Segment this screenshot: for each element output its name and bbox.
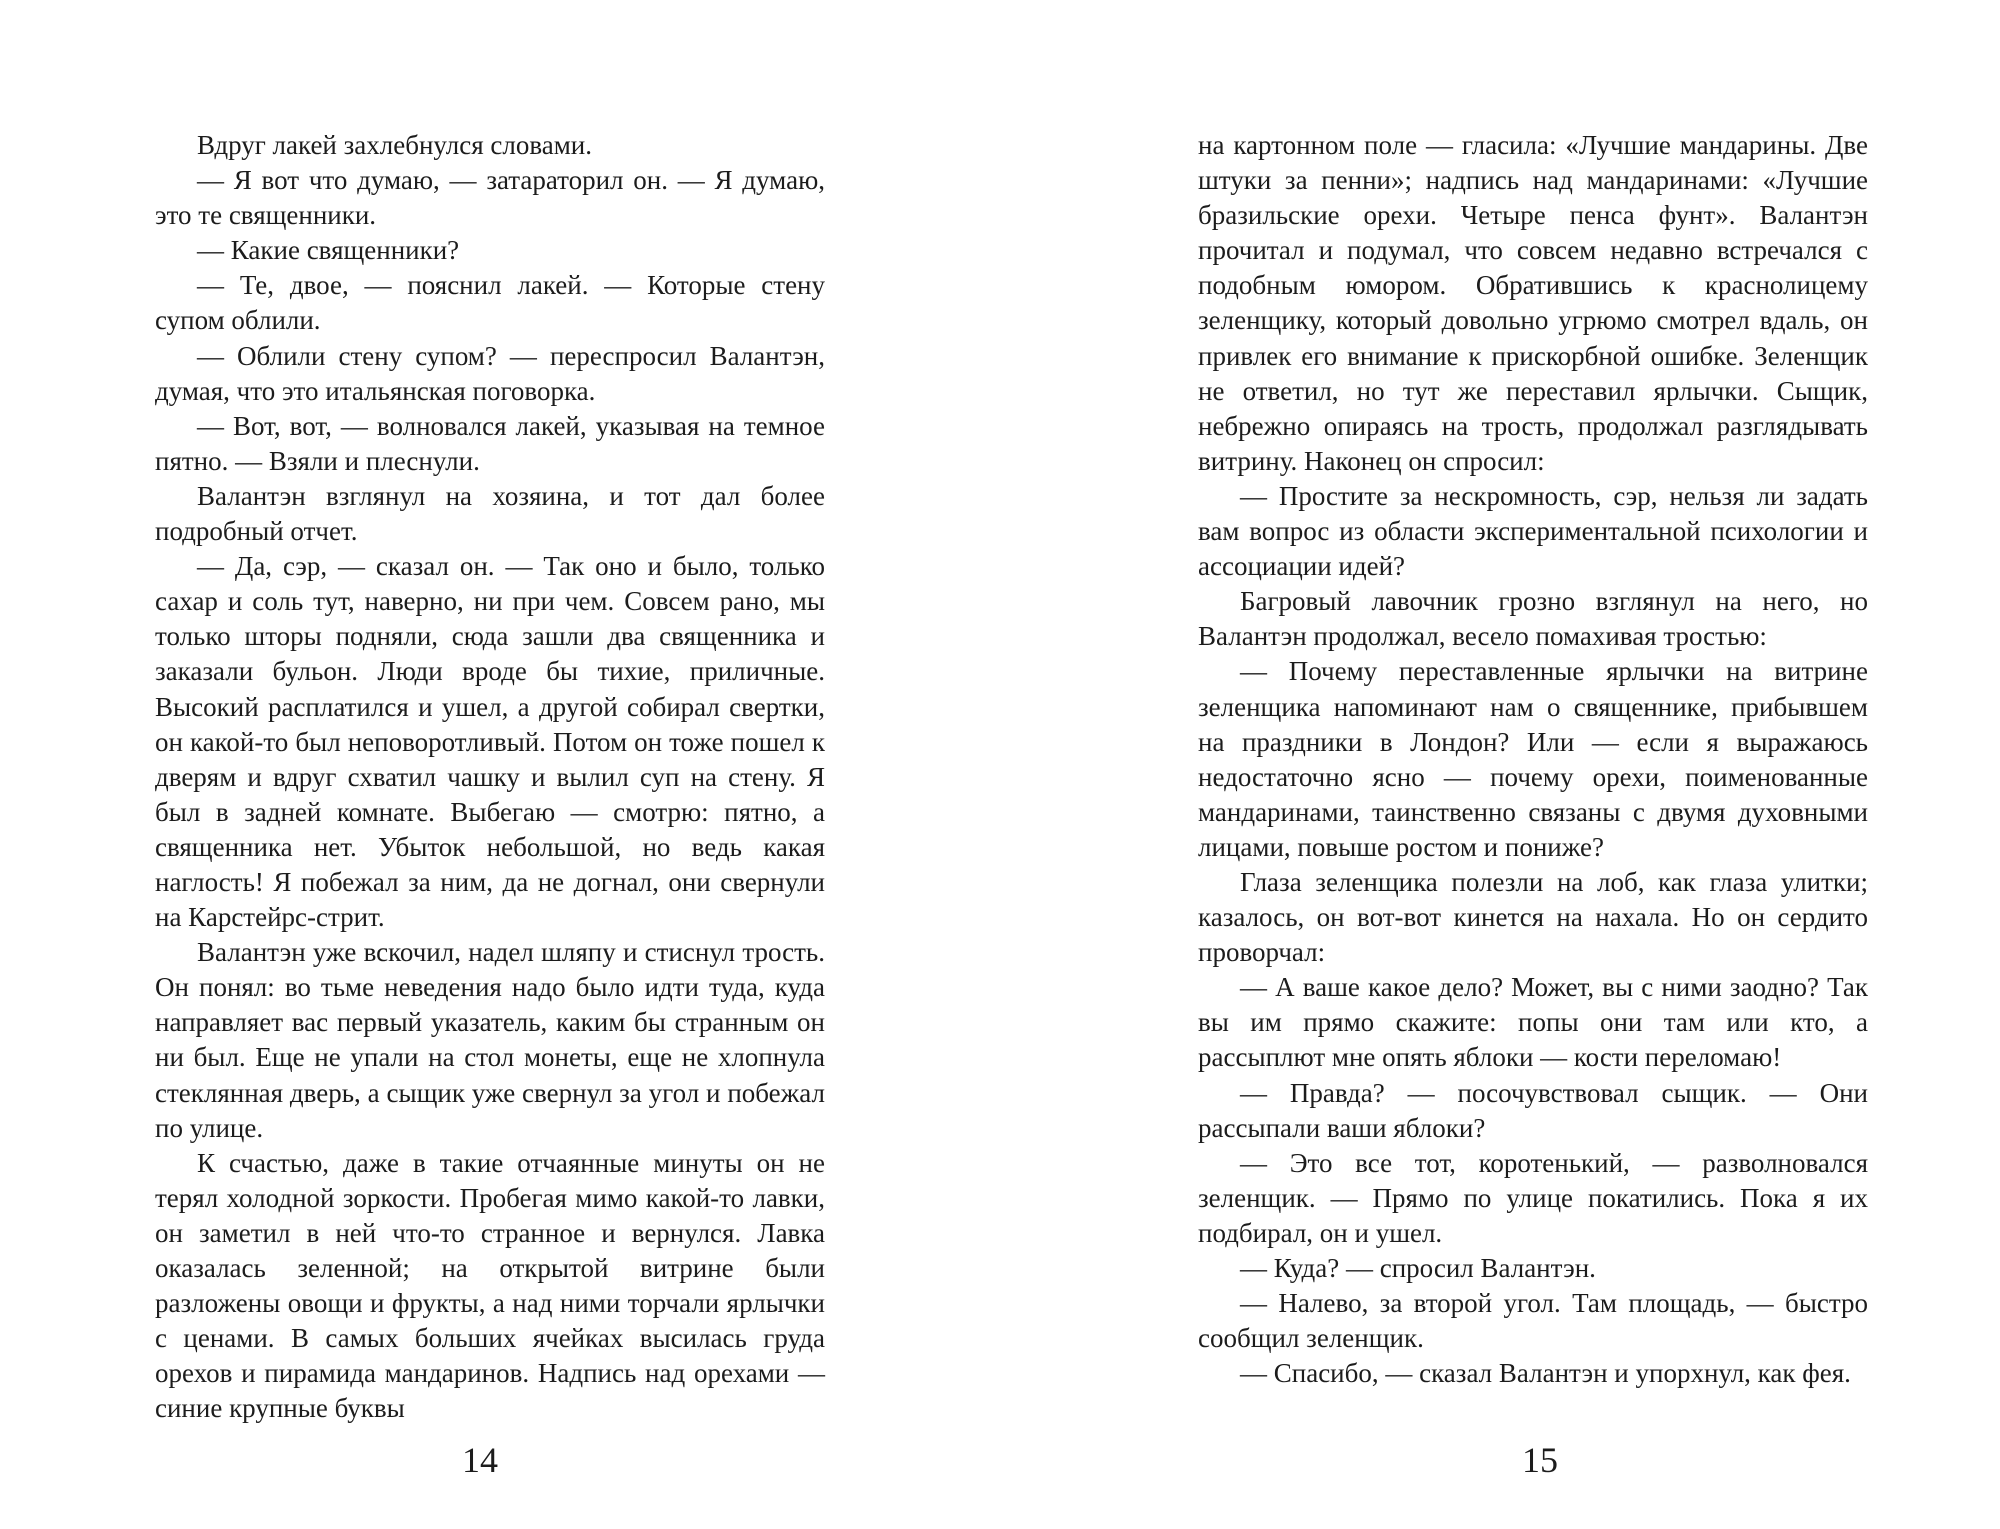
paragraph: — Я вот что думаю, — затараторил он. — Я думаю, это те священники.	[155, 165, 825, 231]
paragraph: — Облили стену супом? — переспросил Валантэн, думая, что это итальянская поговорка.	[155, 340, 825, 406]
paragraph: — Почему переставленные ярлычки на витрине зеленщика напоминают нам о священнике, прибывшем на праздники в Лондон? Или — если я выражаюсь недостаточно ясно — почему орехи, поименованные мандаринами, таинственно связаны с двумя духовными лицами, повыше ростом и пониже?	[1198, 656, 1868, 862]
page-number: 14	[462, 1440, 498, 1480]
paragraph: Багровый лавочник грозно взглянул на него, но Валантэн продолжал, весело помахивая тростью:	[1198, 586, 1868, 652]
right-page	[1000, 0, 2000, 1529]
paragraph: — Куда? — спросил Валантэн.	[1240, 1253, 1596, 1283]
paragraph: Валантэн уже вскочил, надел шляпу и стиснул трость. Он понял: во тьме неведения надо было идти туда, куда направляет вас первый указатель, каким бы странным он ни был. Еще не упали на стол монеты, еще не хлопнула стеклянная дверь, а сыщик уже свернул за угол и побежал по улице.	[155, 937, 825, 1143]
paragraph: Глаза зеленщика полезли на лоб, как глаза улитки; казалось, он вот-вот кинется на нахала. Но он сердито проворчал:	[1198, 866, 1868, 968]
paragraph: — Те, двое, — пояснил лакей. — Которые стену супом облили.	[155, 270, 825, 336]
paragraph: — Правда? — посочувствовал сыщик. — Они рассыпали ваши яблоки?	[1198, 1077, 1868, 1143]
page-number: 15	[1522, 1440, 1558, 1480]
paragraph: Валантэн взглянул на хозяина, и тот дал более подробный отчет.	[155, 480, 825, 547]
paragraph: — А ваше какое дело? Может, вы с ними заодно? Так вы им прямо скажите: попы они там или кто, а рассыплют мне опять яблоки — кости переломаю!	[1198, 972, 1868, 1073]
paragraph: Вдруг лакей захлебнулся словами.	[197, 130, 592, 160]
paragraph: — Простите за нескромность, сэр, нельзя ли задать вам вопрос из области экспериментальной психологии и ассоциации идей?	[1198, 480, 1868, 582]
paragraph: К счастью, даже в такие отчаянные минуты он не терял холодной зоркости. Пробегая мимо какой-то лавки, он заметил в ней что-то странное и вернулся. Лавка оказалась зеленной; на открытой витрине были разложены овощи и фрукты, а над ними торчали ярлычки с ценами. В самых больших ячейках высилась груда орехов и пирамида мандаринов. Надпись над орехами — синие крупные буквы	[155, 1147, 825, 1424]
paragraph: — Какие священники?	[197, 235, 460, 266]
paragraph: — Спасибо, — сказал Валантэн и упорхнул, как фея.	[1240, 1358, 1851, 1389]
paragraph: — Это все тот, коротенький, — разволновался зеленщик. — Прямо по улице покатились. Пока я их подбирал, он и ушел.	[1198, 1147, 1868, 1248]
paragraph: — Налево, за второй угол. Там площадь, — быстро сообщил зеленщик.	[1198, 1288, 1868, 1354]
paragraph: на картонном поле — гласила: «Лучшие мандарины. Две штуки за пенни»; надпись над мандаринами: «Лучшие бразильские орехи. Четыре пенса фунт». Валантэн прочитал и подумал, что совсем недавно встречался с подобным юмором. Обратившись к краснолицему зеленщику, который довольно угрюмо смотрел вдаль, он привлек его внимание к прискорбной ошибке. Зеленщик не ответил, но тут же переставил ярлычки. Сыщик, небрежно опираясь на трость, продолжал разглядывать витрину. Наконец он спросил:	[1198, 130, 1868, 476]
paragraph: — Вот, вот, — волновался лакей, указывая на темное пятно. — Взяли и плеснули.	[155, 410, 825, 476]
paragraph: — Да, сэр, — сказал он. — Так оно и было, только сахар и соль тут, наверно, ни при чем. Совсем рано, мы только шторы подняли, сюда зашли два священника и заказали бульон. Люди вроде бы тихие, приличные. Высокий расплатился и ушел, а другой собирал свертки, он какой-то был неповоротливый. Потом он тоже пошел к дверям и вдруг схватил чашку и вылил суп на стену. Я был в задней комнате. Выбегаю — смотрю: пятно, а священника нет. Убыток небольшой, но ведь какая наглость! Я побежал за ним, да не догнал, они свернули на Карстейрс-стрит.	[155, 551, 825, 933]
right-page-text	[1198, 128, 1868, 1391]
left-page-text	[155, 128, 825, 1426]
